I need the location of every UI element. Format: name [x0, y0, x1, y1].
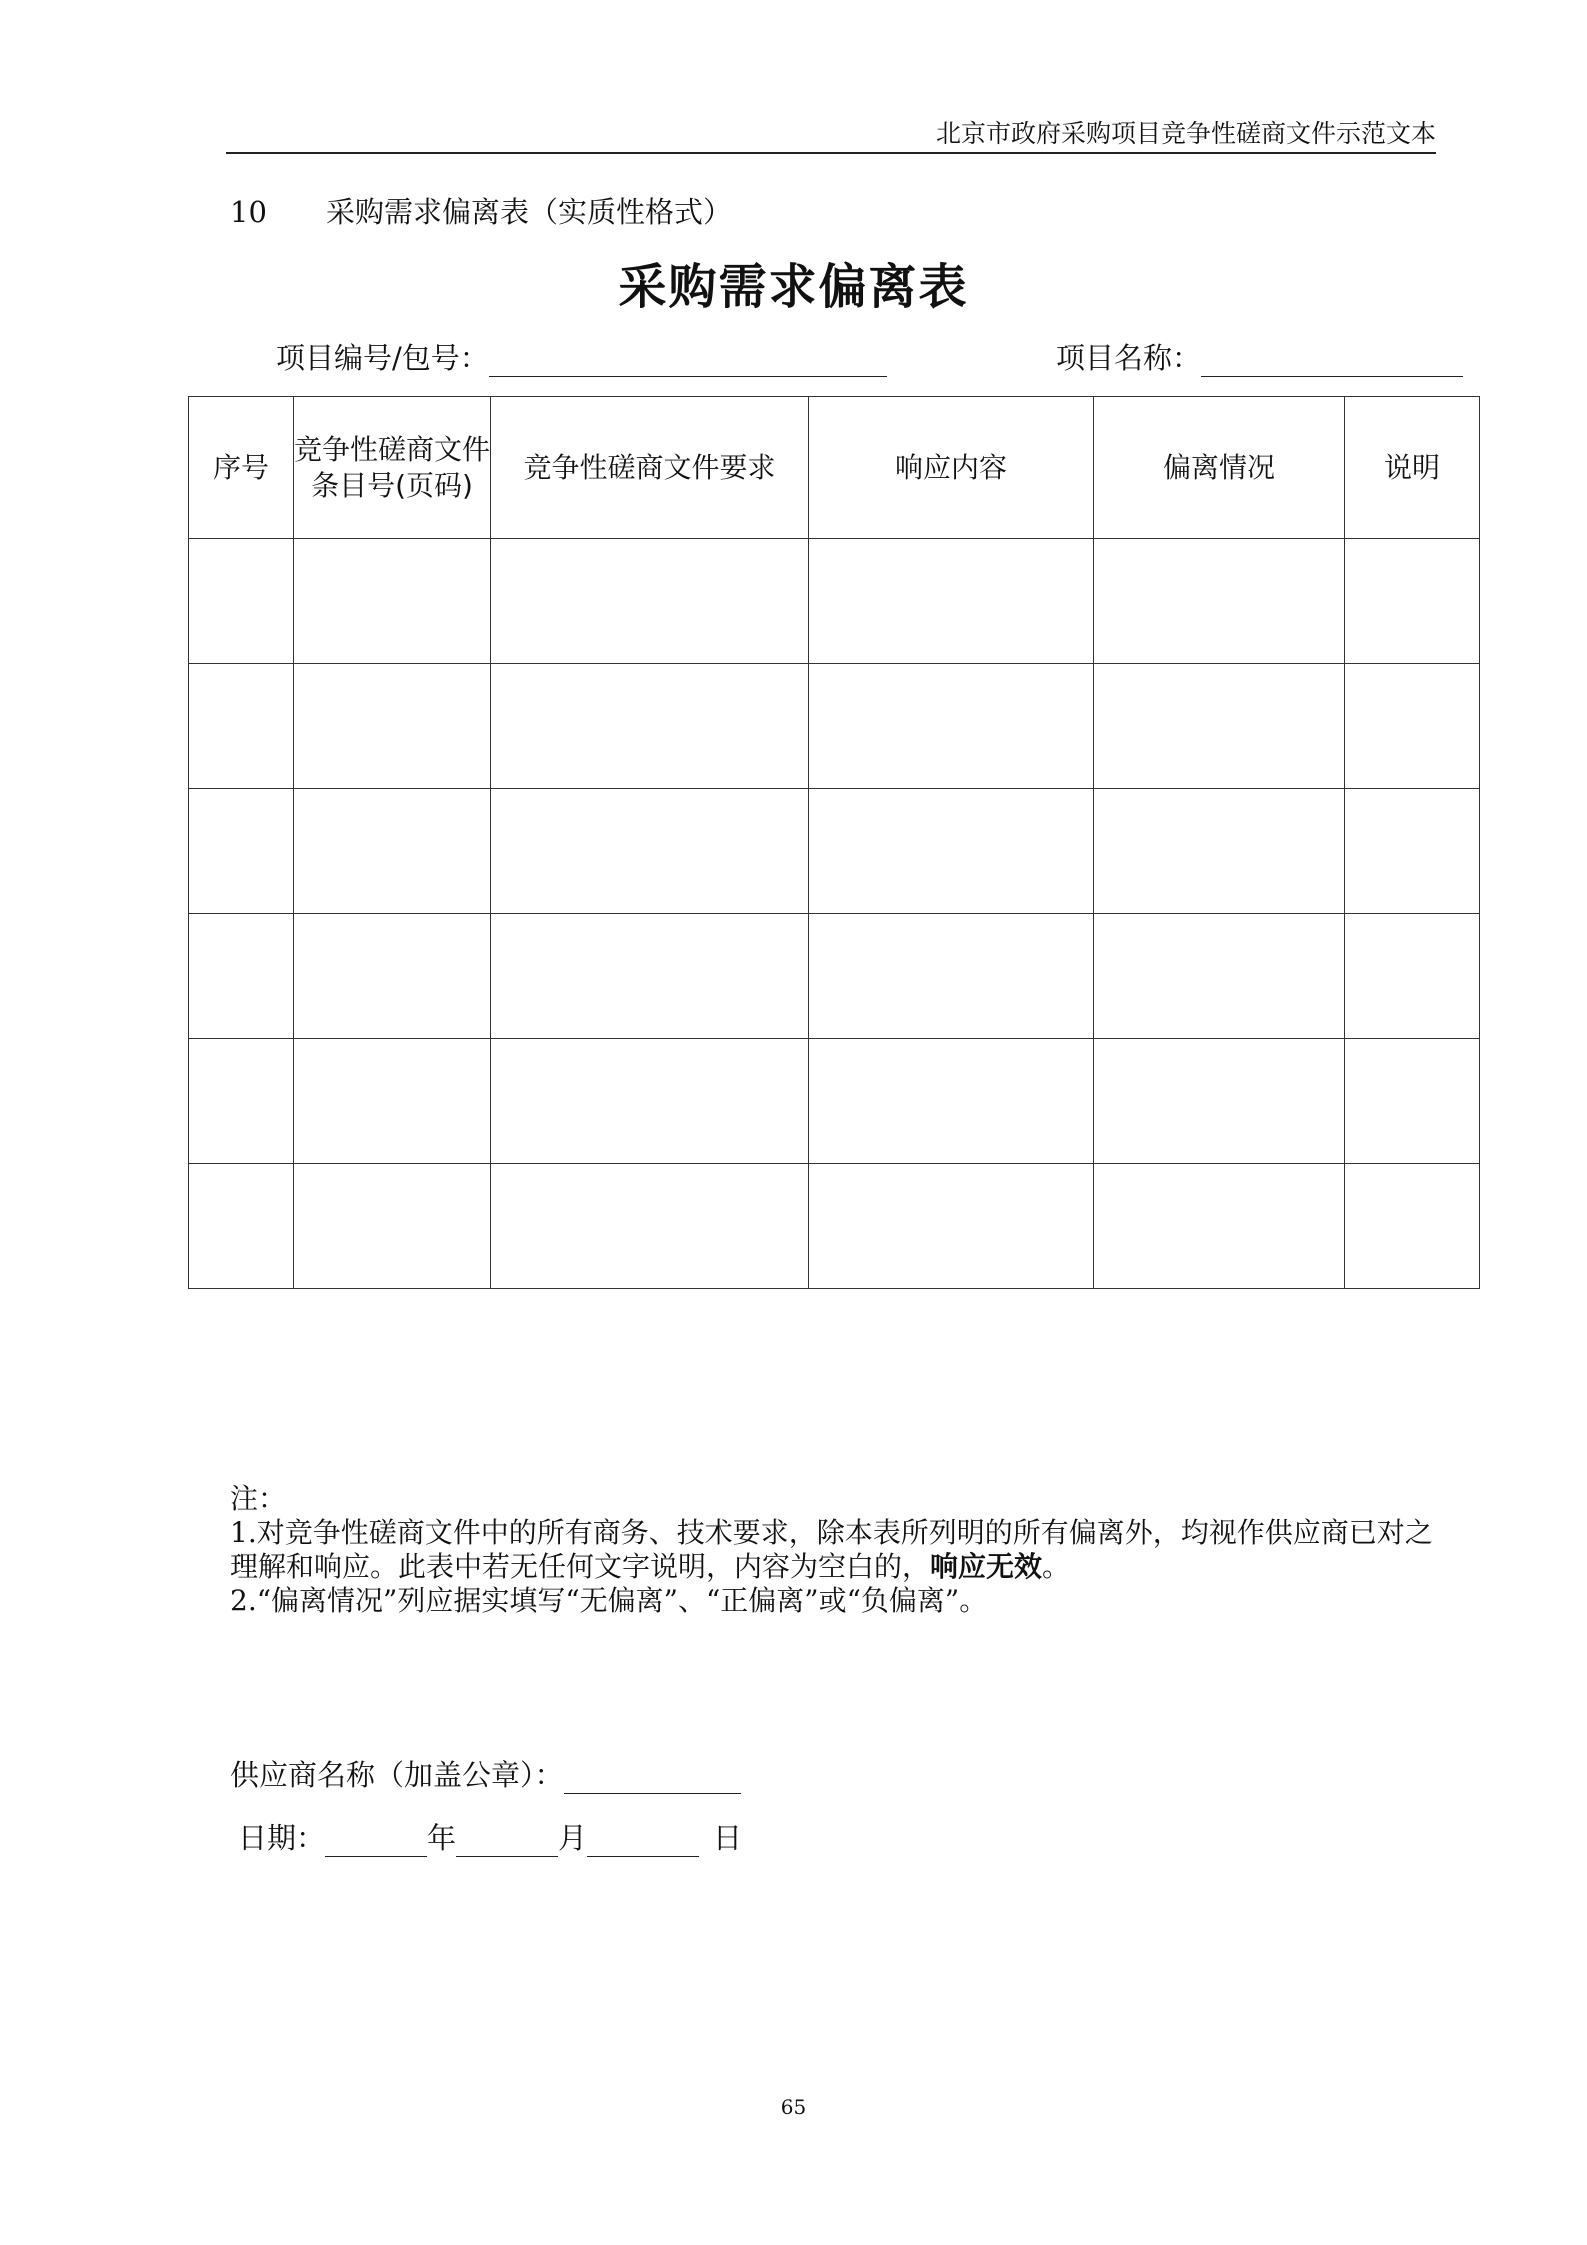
- table-row: [189, 1039, 1480, 1164]
- supplier-name-blank[interactable]: [564, 1761, 741, 1794]
- table-cell[interactable]: [809, 1164, 1094, 1289]
- table-row: [189, 789, 1480, 914]
- date-month-label: 月: [558, 1821, 588, 1855]
- section-number: 10: [230, 195, 267, 229]
- table-cell[interactable]: [491, 1164, 809, 1289]
- table-cell[interactable]: [1345, 539, 1480, 664]
- table-cell[interactable]: [809, 914, 1094, 1039]
- table-cell[interactable]: [1094, 1039, 1345, 1164]
- date-day-blank[interactable]: [587, 1824, 699, 1857]
- table-cell[interactable]: [1094, 789, 1345, 914]
- page-header: [226, 112, 1436, 154]
- table-cell[interactable]: [1345, 789, 1480, 914]
- table-cell[interactable]: [1094, 664, 1345, 789]
- supplier-name-label: 供应商名称（加盖公章）：: [230, 1758, 564, 1792]
- col-header-serial: 序号: [189, 397, 294, 539]
- note-item-1-text: 1.对竞争性磋商文件中的所有商务、技术要求，除本表所列明的所有偏离外，均视作供应商已对之理解和响应。此表中若无任何文字说明，内容为空白的，: [230, 1516, 1433, 1583]
- table-row: [189, 1164, 1480, 1289]
- table-cell[interactable]: [1094, 539, 1345, 664]
- running-title: 北京市政府采购项目竞争性磋商文件示范文本: [935, 119, 1436, 148]
- section-heading: [230, 190, 732, 231]
- table-cell[interactable]: [1345, 664, 1480, 789]
- project-number-label: 项目编号/包号：: [276, 341, 489, 375]
- table-header-row: [189, 397, 1480, 539]
- date-day-label: 日: [713, 1821, 743, 1855]
- col-header-deviation: 偏离情况: [1094, 397, 1345, 539]
- table-cell[interactable]: [294, 789, 491, 914]
- project-number-field: [276, 336, 887, 377]
- table-cell[interactable]: [189, 789, 294, 914]
- date-year-label: 年: [427, 1821, 457, 1855]
- date-label: 日期：: [238, 1821, 326, 1855]
- table-cell[interactable]: [1345, 1164, 1480, 1289]
- table-cell[interactable]: [1345, 1039, 1480, 1164]
- table-cell[interactable]: [491, 789, 809, 914]
- note-item-1-emphasis: 响应无效: [930, 1550, 1043, 1583]
- table-cell[interactable]: [809, 789, 1094, 914]
- table-cell[interactable]: [491, 539, 809, 664]
- project-name-blank[interactable]: [1201, 344, 1463, 377]
- table-cell[interactable]: [294, 539, 491, 664]
- table-cell[interactable]: [491, 1039, 809, 1164]
- table-cell[interactable]: [189, 1039, 294, 1164]
- table-cell[interactable]: [809, 664, 1094, 789]
- project-number-blank[interactable]: [489, 344, 887, 377]
- date-year-blank[interactable]: [325, 1824, 427, 1857]
- col-header-response: 响应内容: [809, 397, 1094, 539]
- table-cell[interactable]: [491, 914, 809, 1039]
- col-header-remarks: 说明: [1345, 397, 1480, 539]
- table-cell[interactable]: [1345, 914, 1480, 1039]
- section-title: 采购需求偏离表（实质性格式）: [326, 195, 733, 229]
- table-row: [189, 539, 1480, 664]
- table-cell[interactable]: [189, 539, 294, 664]
- table-cell[interactable]: [294, 1039, 491, 1164]
- supplier-signature-field: [230, 1753, 741, 1794]
- table-cell[interactable]: [189, 914, 294, 1039]
- col-header-clause-no: 竞争性磋商文件条目号(页码): [294, 397, 491, 539]
- table-cell[interactable]: [809, 539, 1094, 664]
- page-number: 65: [780, 2095, 807, 2119]
- table-row: [189, 664, 1480, 789]
- note-item-1-end: 。: [1042, 1550, 1071, 1583]
- notes-heading: 注：: [230, 1482, 287, 1515]
- table-cell[interactable]: [491, 664, 809, 789]
- document-title: 采购需求偏离表: [618, 259, 969, 315]
- col-header-requirement: 竞争性磋商文件要求: [491, 397, 809, 539]
- table-cell[interactable]: [1094, 914, 1345, 1039]
- table-cell[interactable]: [294, 914, 491, 1039]
- table-cell[interactable]: [1094, 1164, 1345, 1289]
- notes-block: [230, 1482, 1460, 1618]
- table-cell[interactable]: [809, 1039, 1094, 1164]
- table-row: [189, 914, 1480, 1039]
- project-name-label: 项目名称：: [1056, 341, 1202, 375]
- table-cell[interactable]: [294, 664, 491, 789]
- deviation-table: [188, 396, 1480, 1289]
- note-item-2: 2.“偏离情况”列应据实填写“无偏离”、“正偏离”或“负偏离”。: [230, 1584, 988, 1617]
- table-cell[interactable]: [294, 1164, 491, 1289]
- note-item-1: [230, 1516, 1460, 1584]
- project-name-field: [1056, 336, 1463, 377]
- date-field: [238, 1816, 742, 1857]
- date-month-blank[interactable]: [456, 1824, 558, 1857]
- table-cell[interactable]: [189, 664, 294, 789]
- table-cell[interactable]: [189, 1164, 294, 1289]
